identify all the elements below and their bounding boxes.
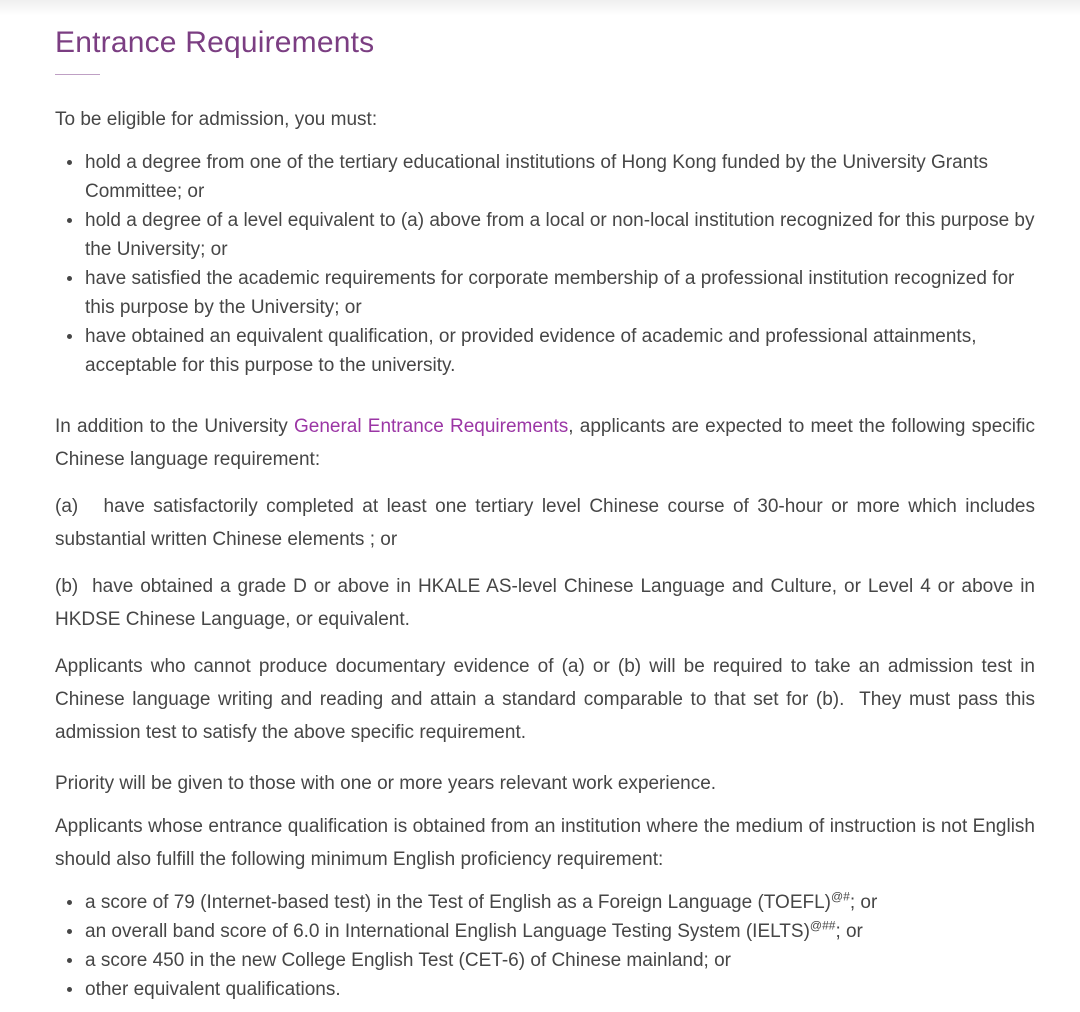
eligibility-list bbox=[55, 148, 1035, 380]
toefl-footnote-marker: @# bbox=[831, 889, 850, 904]
title-divider bbox=[55, 74, 100, 75]
item-text: ; or bbox=[835, 921, 863, 942]
general-entrance-requirements-link[interactable]: General Entrance Requirements bbox=[294, 416, 569, 437]
item-text: an overall band score of 6.0 in International English Language Testing System (IELTS) bbox=[85, 921, 810, 942]
condition-a-paragraph: (a) have satisfactorily completed at least one tertiary level Chinese course of 30-hour or more which includes substantial written Chinese elements ; or bbox=[55, 496, 1035, 550]
intro-paragraph: To be eligible for admission, you must: bbox=[55, 109, 378, 130]
condition-b-paragraph: (b) have obtained a grade D or above in HKALE AS-level Chinese Language and Culture, or Level 4 or above in HKDSE Chinese Language, or equivalent. bbox=[55, 576, 1035, 630]
page-top-gradient bbox=[0, 0, 1080, 16]
item-text: ; or bbox=[849, 892, 878, 913]
item-text: a score of 79 (Internet-based test) in the Test of English as a Foreign Language (TOEFL) bbox=[85, 892, 831, 913]
toefl-item bbox=[55, 888, 1035, 917]
chinese-requirement-paragraph bbox=[55, 410, 1035, 476]
ielts-item bbox=[55, 917, 1035, 946]
english-options-list bbox=[55, 888, 1035, 1004]
priority-paragraph: Priority will be given to those with one or more years relevant work experience. bbox=[55, 773, 717, 794]
main-content bbox=[0, 16, 1080, 1012]
list-item: have satisfied the academic requirements for corporate membership of a professional institution recognized for this purpose by the University; or bbox=[55, 264, 1035, 322]
item-text: a score 450 in the new College English Test (CET-6) of Chinese mainland; or bbox=[85, 950, 731, 971]
page-title: Entrance Requirements bbox=[55, 26, 375, 59]
list-item: hold a degree from one of the tertiary educational institutions of Hong Kong funded by the University Grants Committee; or bbox=[55, 148, 1035, 206]
list-item: hold a degree of a level equivalent to (a) above from a local or non-local institution recognized for this purpose by the University; or bbox=[55, 206, 1035, 264]
admission-test-paragraph: Applicants who cannot produce documentary evidence of (a) or (b) will be required to take an admission test in Chinese language writing and reading and attain a standard comparable to that set for (b). They must pass this admission test to satisfy the above specific requirement. bbox=[55, 656, 1035, 743]
item-text: other equivalent qualifications. bbox=[85, 979, 341, 1000]
cet-item bbox=[55, 946, 1035, 975]
other-qualifications-item bbox=[55, 975, 1035, 1004]
list-item: have obtained an equivalent qualification, or provided evidence of academic and professional attainments, acceptable for this purpose to the university. bbox=[55, 322, 1035, 380]
paragraph-text: In addition to the University bbox=[55, 416, 294, 437]
paragraph-text: , applicants are expected to meet the following specific Chinese language requirement: bbox=[55, 416, 1035, 470]
english-proficiency-paragraph: Applicants whose entrance qualification is obtained from an institution where the medium of instruction is not English should also fulfill the following minimum English proficiency requirement: bbox=[55, 816, 1035, 870]
ielts-footnote-marker: @## bbox=[809, 918, 836, 933]
